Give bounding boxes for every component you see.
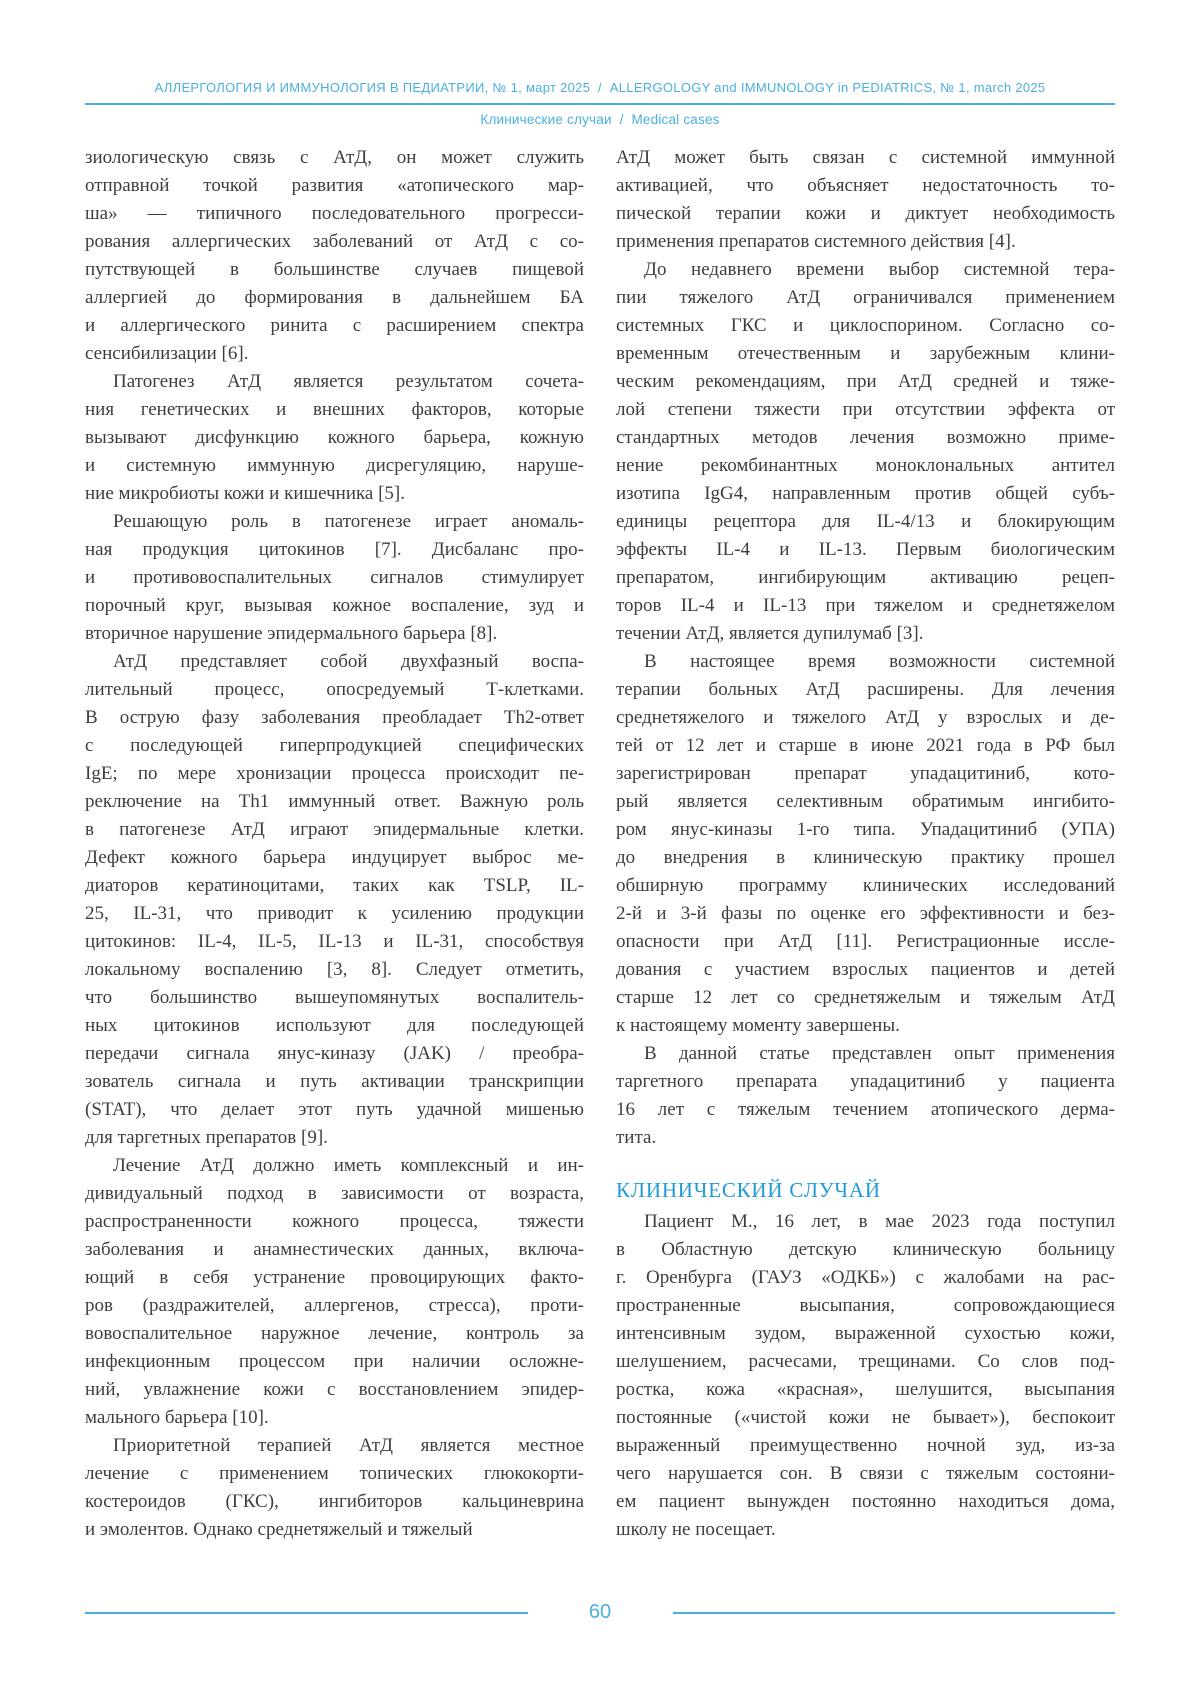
text-line: ша» — типичного последовательного прогресси- <box>85 203 584 224</box>
text-line: В настоящее время возможности системной <box>644 651 1115 672</box>
text-line: костероидов (ГКС), ингибиторов кальциневрина <box>85 1491 584 1512</box>
text-line: до внедрения в клиническую практику прошел <box>616 847 1115 868</box>
text-line: дования с участием взрослых пациентов и детей <box>616 959 1115 980</box>
text-line: 16 лет с тяжелым течением атопического дерма- <box>616 1099 1115 1120</box>
text-line: передачи сигнала янус-киназу (JAK) / преобра- <box>85 1043 584 1064</box>
text-line: интенсивным зудом, выраженной сухостью кожи, <box>616 1323 1115 1344</box>
text-line: в патогенезе АтД играют эпидермальные клетки. <box>85 819 584 840</box>
text-line: пространенные высыпания, сопровождающиеся <box>616 1295 1115 1316</box>
text-line: с последующей гиперпродукцией специфических <box>85 735 584 756</box>
text-line: изотипа IgG4, направленным против общей субъ- <box>616 483 1115 504</box>
text-line: нение рекомбинантных моноклональных антител <box>616 455 1115 476</box>
right-column <box>616 144 1115 1544</box>
text-line: стандартных методов лечения возможно приме- <box>616 427 1115 448</box>
text-line: инфекционным процессом при наличии осложне- <box>85 1351 584 1372</box>
text-line: школу не посещает. <box>616 1519 776 1540</box>
text-line: IgE; по мере хронизации процесса происходит пе- <box>85 763 584 784</box>
text-line: заболевания и анамнестических данных, включа- <box>85 1239 584 1260</box>
section-label: Клинические случаи / Medical cases <box>480 112 720 127</box>
text-line: локальному воспалению [3, 8]. Следует отметить, <box>85 959 584 980</box>
text-line: 2-й и 3-й фазы по оценке его эффективности и без- <box>616 903 1115 924</box>
text-line: что большинство вышеупомянутых воспалитель- <box>85 987 584 1008</box>
page-footer <box>85 1601 1115 1624</box>
text-line: ний, увлажнение кожи с восстановлением эпидер- <box>85 1379 584 1400</box>
text-line: АтД представляет собой двухфазный воспа- <box>113 651 584 672</box>
text-line: среднетяжелого и тяжелого АтД у взрослых и де- <box>616 707 1115 728</box>
text-line: рования аллергических заболеваний от АтД с со- <box>85 231 584 252</box>
text-line: цитокинов: IL-4, IL-5, IL-13 и IL-31, способствуя <box>85 931 584 952</box>
text-line: Решающую роль в патогенезе играет аномаль- <box>113 511 584 532</box>
text-line: вторичное нарушение эпидермального барьера [8]. <box>85 623 498 644</box>
footer-rule-left <box>85 1612 528 1614</box>
text-line: зарегистрирован препарат упадацитиниб, кото- <box>616 763 1115 784</box>
text-line: мального барьера [10]. <box>85 1407 269 1428</box>
section-heading: КЛИНИЧЕСКИЙ СЛУЧАЙ <box>616 1178 881 1202</box>
text-line: ров (раздражителей, аллергенов, стресса), проти- <box>85 1295 584 1316</box>
text-line: и системную иммунную дисрегуляцию, наруше- <box>85 455 584 476</box>
text-line: единицы рецептора для IL-4/13 и блокирующим <box>616 511 1115 532</box>
footer-rule-right <box>673 1612 1116 1614</box>
text-line: вызывают дисфункцию кожного барьера, кожную <box>85 427 584 448</box>
text-line: ющий в себя устранение провоцирующих факто- <box>85 1267 584 1288</box>
text-line: шелушением, расчесами, трещинами. Со слов под- <box>616 1351 1115 1372</box>
text-line: 25, IL-31, что приводит к усилению продукции <box>85 903 584 924</box>
text-line: таргетного препарата упадацитиниб у пациента <box>616 1071 1115 1092</box>
text-line: ческим рекомендациям, при АтД средней и тяже- <box>616 371 1115 392</box>
text-line: путствующей в большинстве случаев пищевой <box>85 259 584 280</box>
text-line: (STAT), что делает этот путь удачной мишенью <box>85 1099 584 1120</box>
text-line: пии тяжелого АтД ограничивался применением <box>616 287 1115 308</box>
text-line: выраженный преимущественно ночной зуд, из-за <box>616 1435 1115 1456</box>
text-line: Приоритетной терапией АтД является местное <box>113 1435 584 1456</box>
text-line: и аллергического ринита с расширением спектра <box>85 315 584 336</box>
text-line: сенсибилизации [6]. <box>85 343 249 364</box>
text-line: постоянные («чистой кожи не бывает»), беспокоит <box>616 1407 1115 1428</box>
text-line: АтД может быть связан с системной иммунной <box>616 147 1115 168</box>
header-rule <box>85 103 1115 105</box>
text-line: ем пациент вынужден постоянно находиться дома, <box>616 1491 1115 1512</box>
text-line: рый является селективным обратимым ингибито- <box>616 791 1115 812</box>
text-line: старше 12 лет со среднетяжелым и тяжелым АтД <box>616 987 1115 1008</box>
text-line: ных цитокинов используют для последующей <box>85 1015 584 1036</box>
text-line: В данной статье представлен опыт применения <box>644 1043 1115 1064</box>
text-line: Лечение АтД должно иметь комплексный и ин- <box>113 1155 584 1176</box>
text-line: порочный круг, вызывая кожное воспаление, зуд и <box>85 595 584 616</box>
text-line: временным отечественным и зарубежным клини- <box>616 343 1115 364</box>
text-line: к настоящему моменту завершены. <box>616 1015 900 1036</box>
text-line: в Областную детскую клиническую больницу <box>616 1239 1115 1260</box>
text-line: ная продукция цитокинов [7]. Дисбаланс про- <box>85 539 584 560</box>
text-line: зиологическую связь с АтД, он может служить <box>85 147 584 168</box>
text-line: лой степени тяжести при отсутствии эффекта от <box>616 399 1115 420</box>
text-line: препаратом, ингибирующим активацию рецеп- <box>616 567 1115 588</box>
text-line: распространенности кожного процесса, тяжести <box>85 1211 584 1232</box>
text-line: До недавнего времени выбор системной тера- <box>644 259 1115 280</box>
text-line: течении АтД, является дупилумаб [3]. <box>616 623 924 644</box>
text-line: системных ГКС и циклоспорином. Согласно со- <box>616 315 1115 336</box>
text-line: торов IL-4 и IL-13 при тяжелом и среднетяжелом <box>616 595 1115 616</box>
text-line: В острую фазу заболевания преобладает Th2-ответ <box>85 707 584 728</box>
text-line: ростка, кожа «красная», шелушится, высыпания <box>616 1379 1115 1400</box>
text-line: ние микробиоты кожи и кишечника [5]. <box>85 483 406 504</box>
text-line: зователь сигнала и путь активации транскрипции <box>85 1071 584 1092</box>
text-line: дивидуальный подход в зависимости от возраста, <box>85 1183 584 1204</box>
text-line: обширную программу клинических исследований <box>616 875 1115 896</box>
text-line: аллергией до формирования в дальнейшем БА <box>85 287 584 308</box>
text-line: диаторов кератиноцитами, таких как TSLP, IL- <box>85 875 584 896</box>
text-line: активацией, что объясняет недостаточность то- <box>616 175 1115 196</box>
text-line: лечение с применением топических глюкокорти- <box>85 1463 584 1484</box>
text-line: терапии больных АтД расширены. Для лечения <box>616 679 1115 700</box>
text-line: реключение на Th1 иммунный ответ. Важную роль <box>85 791 584 812</box>
text-line: опасности при АтД [11]. Регистрационные иссле- <box>616 931 1115 952</box>
text-line: для таргетных препаратов [9]. <box>85 1127 328 1148</box>
text-line: лительный процесс, опосредуемый Т-клетками. <box>85 679 584 700</box>
text-line: тей от 12 лет и старше в июне 2021 года в РФ был <box>616 735 1115 756</box>
text-line: ния генетических и внешних факторов, которые <box>85 399 584 420</box>
text-line: Патогенез АтД является результатом сочета- <box>113 371 584 392</box>
text-line: Дефект кожного барьера индуцирует выброс ме- <box>85 847 584 868</box>
text-line: и противовоспалительных сигналов стимулирует <box>85 567 584 588</box>
left-column <box>85 144 584 1544</box>
text-line: применения препаратов системного действия [4]. <box>616 231 1016 252</box>
text-line: вовоспалительное наружное лечение, контроль за <box>85 1323 584 1344</box>
text-line: г. Оренбурга (ГАУЗ «ОДКБ») с жалобами на рас- <box>616 1267 1115 1288</box>
text-line: пической терапии кожи и диктует необходимость <box>616 203 1115 224</box>
page-number: 60 <box>588 1601 612 1623</box>
text-line: отправной точкой развития «атопического мар- <box>85 175 584 196</box>
text-line: ром янус-киназы 1-го типа. Упадацитиниб (УПА) <box>616 819 1115 840</box>
text-line: чего нарушается сон. В связи с тяжелым состояни- <box>616 1463 1115 1484</box>
running-head: АЛЛЕРГОЛОГИЯ И ИММУНОЛОГИЯ В ПЕДИАТРИИ, № 1, март 2025 / ALLERGOLOGY and IMMUNOLOGY in PEDIATRICS, № 1, march 2025 <box>154 80 1046 95</box>
text-line: и эмолентов. Однако среднетяжелый и тяжелый <box>85 1519 473 1540</box>
text-line: эффекты IL-4 и IL-13. Первым биологическим <box>616 539 1115 560</box>
text-line: Пациент М., 16 лет, в мае 2023 года поступил <box>644 1211 1115 1232</box>
text-line: тита. <box>616 1127 657 1148</box>
article-body <box>85 144 1115 1544</box>
